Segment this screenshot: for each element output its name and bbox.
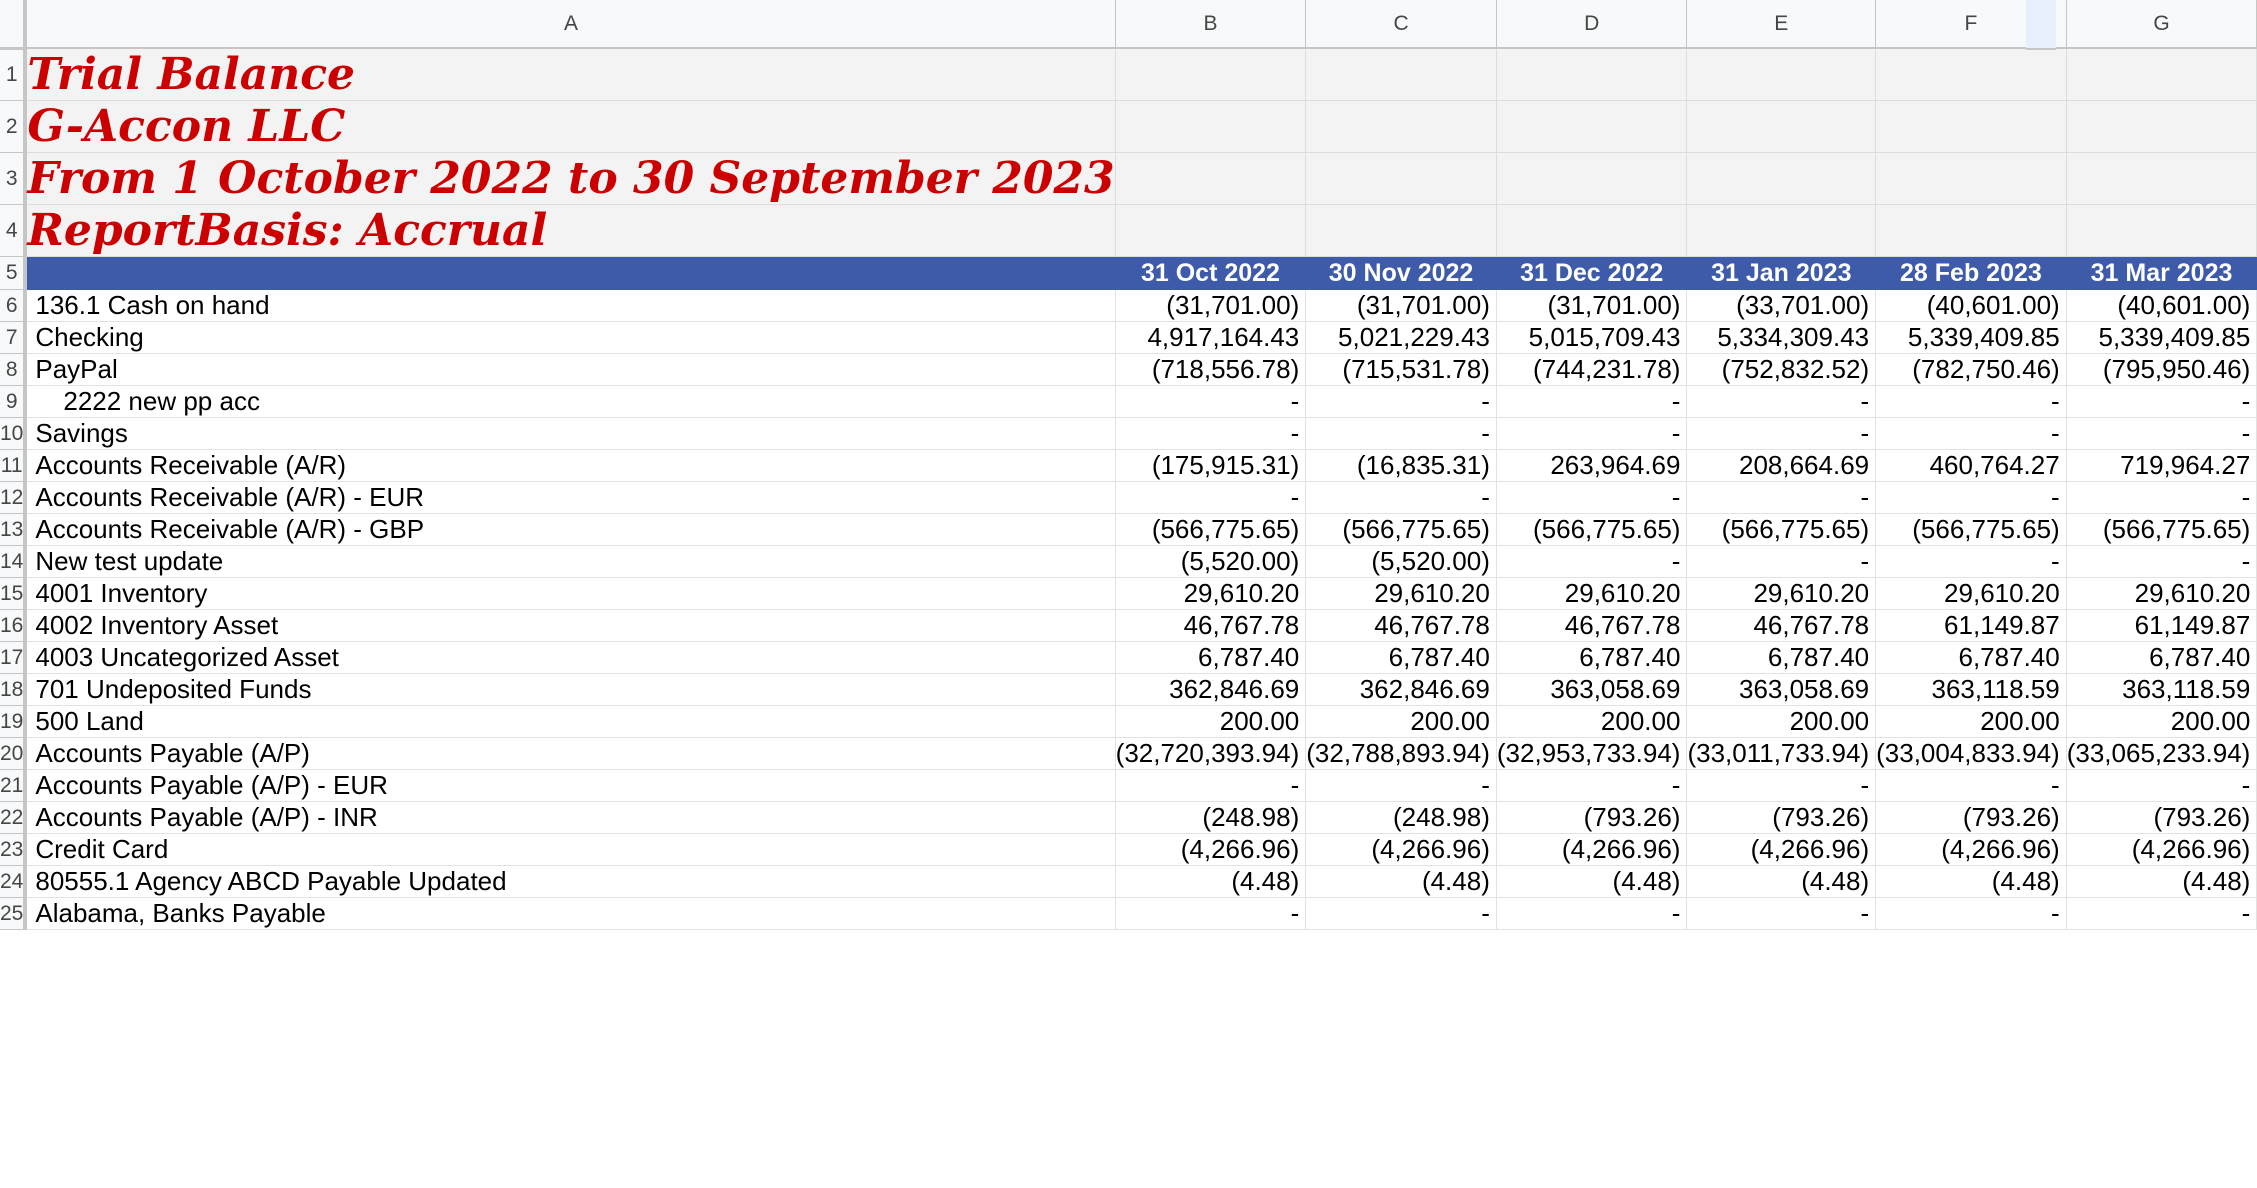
row-header[interactable]: 24 — [0, 866, 25, 898]
balance-cell[interactable]: (566,775.65) — [1496, 514, 1687, 546]
title-text: From 1 October 2022 to 30 September 2023 — [27, 153, 1115, 204]
title-row-1 — [0, 48, 2257, 101]
balance-cell[interactable]: 46,767.78 — [1496, 610, 1687, 642]
column-header-g[interactable]: G — [2066, 0, 2257, 48]
row-header[interactable]: 22 — [0, 802, 25, 834]
account-row — [0, 322, 2257, 354]
period-header-4[interactable]: 31 Jan 2023 — [1687, 257, 1876, 290]
row-header-4[interactable]: 4 — [0, 205, 25, 257]
empty-cell[interactable] — [1115, 153, 1306, 205]
balance-cell[interactable]: (566,775.65) — [1876, 514, 2067, 546]
balance-cell[interactable]: (566,775.65) — [1306, 514, 1497, 546]
empty-cell[interactable] — [1306, 48, 1497, 101]
row-header-1[interactable]: 1 — [0, 48, 25, 101]
balance-cell[interactable]: (4,266.96) — [1687, 834, 1876, 866]
balance-cell[interactable]: - — [1876, 418, 2067, 450]
account-row — [0, 866, 2257, 898]
empty-cell[interactable] — [2066, 101, 2257, 153]
balance-cell[interactable]: - — [1687, 770, 1876, 802]
empty-cell[interactable] — [1115, 205, 1306, 257]
row-header[interactable]: 8 — [0, 354, 25, 386]
balance-cell[interactable]: (566,775.65) — [1687, 514, 1876, 546]
balance-cell[interactable]: 29,610.20 — [1687, 578, 1876, 610]
balance-cell[interactable]: (31,701.00) — [1496, 290, 1687, 322]
account-row — [0, 674, 2257, 706]
balance-cell[interactable]: (782,750.46) — [1876, 354, 2067, 386]
empty-cell[interactable] — [2066, 153, 2257, 205]
balance-cell[interactable]: (715,531.78) — [1306, 354, 1497, 386]
balance-cell[interactable]: - — [1306, 418, 1497, 450]
account-row — [0, 482, 2257, 514]
balance-cell[interactable]: (31,701.00) — [1115, 290, 1306, 322]
balance-cell[interactable]: (793.26) — [1876, 802, 2067, 834]
empty-cell[interactable] — [1306, 101, 1497, 153]
balance-cell[interactable]: 29,610.20 — [1115, 578, 1306, 610]
balance-cell[interactable]: (4,266.96) — [2066, 834, 2257, 866]
row-header[interactable]: 21 — [0, 770, 25, 802]
title-text: G-Accon LLC — [27, 101, 346, 152]
balance-cell[interactable]: (32,953,733.94) — [1496, 738, 1687, 770]
balance-cell[interactable]: - — [2066, 418, 2257, 450]
account-name-cell[interactable]: Credit Card — [25, 834, 1115, 866]
balance-cell[interactable]: - — [1687, 482, 1876, 514]
account-name-cell[interactable]: 80555.1 Agency ABCD Payable Updated — [25, 866, 1115, 898]
empty-cell[interactable] — [1687, 205, 1876, 257]
balance-cell[interactable]: 5,021,229.43 — [1306, 322, 1497, 354]
column-header-row — [0, 0, 2257, 48]
balance-cell[interactable]: 5,339,409.85 — [2066, 322, 2257, 354]
empty-cell[interactable] — [1306, 205, 1497, 257]
balance-cell[interactable]: 200.00 — [1306, 706, 1497, 738]
empty-cell[interactable] — [1115, 101, 1306, 153]
balance-cell[interactable]: (32,788,893.94) — [1306, 738, 1497, 770]
balance-cell[interactable]: (793.26) — [2066, 802, 2257, 834]
balance-cell[interactable]: - — [1496, 386, 1687, 418]
account-row — [0, 386, 2257, 418]
balance-cell[interactable]: - — [1687, 386, 1876, 418]
account-row — [0, 834, 2257, 866]
period-header-5[interactable]: 28 Feb 2023 — [1876, 257, 2067, 290]
balance-cell[interactable]: - — [1496, 482, 1687, 514]
column-header-overflow — [2026, 0, 2056, 50]
title-row-3 — [0, 153, 2257, 205]
account-name-cell[interactable]: Checking — [25, 322, 1115, 354]
balance-cell[interactable]: 29,610.20 — [1876, 578, 2067, 610]
account-row — [0, 514, 2257, 546]
balance-cell[interactable]: 46,767.78 — [1306, 610, 1497, 642]
balance-cell[interactable]: (175,915.31) — [1115, 450, 1306, 482]
period-header-3[interactable]: 31 Dec 2022 — [1496, 257, 1687, 290]
empty-cell[interactable] — [2066, 48, 2257, 101]
empty-cell[interactable] — [1496, 101, 1687, 153]
title-cell[interactable] — [25, 48, 1115, 101]
balance-cell[interactable]: 363,118.59 — [2066, 674, 2257, 706]
balance-cell[interactable]: - — [1876, 482, 2067, 514]
row-header[interactable]: 17 — [0, 642, 25, 674]
row-header[interactable]: 18 — [0, 674, 25, 706]
balance-cell[interactable]: - — [2066, 546, 2257, 578]
balance-cell[interactable]: 6,787.40 — [1496, 642, 1687, 674]
balance-cell[interactable]: - — [1306, 386, 1497, 418]
empty-cell[interactable] — [1496, 153, 1687, 205]
balance-cell[interactable]: (248.98) — [1115, 802, 1306, 834]
balance-cell[interactable]: - — [2066, 386, 2257, 418]
empty-cell[interactable] — [1687, 48, 1876, 101]
period-header-6[interactable]: 31 Mar 2023 — [2066, 257, 2257, 290]
balance-cell[interactable]: (16,835.31) — [1306, 450, 1497, 482]
account-row — [0, 418, 2257, 450]
balance-cell[interactable]: (4.48) — [2066, 866, 2257, 898]
account-row — [0, 546, 2257, 578]
balance-cell[interactable]: (4,266.96) — [1876, 834, 2067, 866]
balance-cell[interactable]: (793.26) — [1496, 802, 1687, 834]
title-row-4 — [0, 205, 2257, 257]
row-header[interactable]: 19 — [0, 706, 25, 738]
account-name-cell[interactable]: Savings — [25, 418, 1115, 450]
balance-cell[interactable]: 5,339,409.85 — [1876, 322, 2067, 354]
balance-cell[interactable]: 46,767.78 — [1687, 610, 1876, 642]
account-name-cell[interactable]: Alabama, Banks Payable — [25, 898, 1115, 930]
row-header[interactable]: 25 — [0, 898, 25, 930]
column-header-e[interactable]: E — [1687, 0, 1876, 48]
account-name-cell[interactable]: PayPal — [25, 354, 1115, 386]
balance-cell[interactable]: (40,601.00) — [2066, 290, 2257, 322]
row-header-5[interactable]: 5 — [0, 257, 25, 290]
empty-cell[interactable] — [1306, 153, 1497, 205]
balance-cell[interactable]: 6,787.40 — [2066, 642, 2257, 674]
row-header[interactable]: 15 — [0, 578, 25, 610]
balance-cell[interactable]: - — [1876, 770, 2067, 802]
account-row — [0, 706, 2257, 738]
balance-cell[interactable]: (4,266.96) — [1306, 834, 1497, 866]
empty-cell[interactable] — [1496, 48, 1687, 101]
balance-cell[interactable]: (795,950.46) — [2066, 354, 2257, 386]
balance-cell[interactable]: 200.00 — [1496, 706, 1687, 738]
balance-cell[interactable]: 200.00 — [1115, 706, 1306, 738]
balance-cell[interactable]: - — [1496, 898, 1687, 930]
balance-cell[interactable]: - — [2066, 898, 2257, 930]
account-name-cell[interactable]: 136.1 Cash on hand — [25, 290, 1115, 322]
balance-cell[interactable]: - — [1115, 386, 1306, 418]
balance-cell[interactable]: 29,610.20 — [1306, 578, 1497, 610]
account-name-cell[interactable]: 4003 Uncategorized Asset — [25, 642, 1115, 674]
row-header[interactable]: 13 — [0, 514, 25, 546]
row-header[interactable]: 20 — [0, 738, 25, 770]
account-row — [0, 802, 2257, 834]
account-row — [0, 898, 2257, 930]
balance-cell[interactable]: 460,764.27 — [1876, 450, 2067, 482]
account-row — [0, 642, 2257, 674]
balance-cell[interactable]: - — [1876, 386, 2067, 418]
account-row — [0, 770, 2257, 802]
balance-cell[interactable]: (4.48) — [1306, 866, 1497, 898]
balance-cell[interactable]: 29,610.20 — [2066, 578, 2257, 610]
account-row — [0, 354, 2257, 386]
account-row — [0, 738, 2257, 770]
column-header-d[interactable]: D — [1496, 0, 1687, 48]
balance-cell[interactable]: (4.48) — [1496, 866, 1687, 898]
account-name-cell[interactable]: Accounts Payable (A/P) - EUR — [25, 770, 1115, 802]
column-header-c[interactable]: C — [1306, 0, 1497, 48]
empty-cell[interactable] — [1496, 205, 1687, 257]
balance-cell[interactable]: 362,846.69 — [1306, 674, 1497, 706]
column-header-a[interactable]: A — [25, 0, 1115, 48]
row-header[interactable]: 10 — [0, 418, 25, 450]
balance-cell[interactable]: 363,118.59 — [1876, 674, 2067, 706]
empty-cell[interactable] — [2066, 205, 2257, 257]
row-header[interactable]: 6 — [0, 290, 25, 322]
balance-cell[interactable]: (566,775.65) — [1115, 514, 1306, 546]
balance-cell[interactable]: - — [1115, 418, 1306, 450]
balance-cell[interactable]: (248.98) — [1306, 802, 1497, 834]
balance-cell[interactable]: 6,787.40 — [1115, 642, 1306, 674]
account-name-cell[interactable]: Accounts Receivable (A/R) — [25, 450, 1115, 482]
balance-cell[interactable]: (4,266.96) — [1115, 834, 1306, 866]
account-name-cell[interactable]: 2222 new pp acc — [25, 386, 1115, 418]
balance-cell[interactable]: 200.00 — [1687, 706, 1876, 738]
balance-cell[interactable]: 263,964.69 — [1496, 450, 1687, 482]
balance-cell[interactable]: (718,556.78) — [1115, 354, 1306, 386]
period-header-2[interactable]: 30 Nov 2022 — [1306, 257, 1497, 290]
balance-cell[interactable]: - — [1115, 898, 1306, 930]
row-header[interactable]: 23 — [0, 834, 25, 866]
period-header-row — [0, 257, 2257, 290]
balance-cell[interactable]: - — [1687, 418, 1876, 450]
account-row — [0, 610, 2257, 642]
balance-cell[interactable]: - — [1687, 546, 1876, 578]
balance-cell[interactable]: (4.48) — [1115, 866, 1306, 898]
balance-cell[interactable]: 61,149.87 — [2066, 610, 2257, 642]
row-header[interactable]: 11 — [0, 450, 25, 482]
balance-cell[interactable]: 46,767.78 — [1115, 610, 1306, 642]
account-row — [0, 578, 2257, 610]
balance-cell[interactable]: 6,787.40 — [1306, 642, 1497, 674]
balance-cell[interactable]: (744,231.78) — [1496, 354, 1687, 386]
row-header-2[interactable]: 2 — [0, 101, 25, 153]
title-cell[interactable] — [25, 101, 1115, 153]
empty-cell[interactable] — [1876, 205, 2067, 257]
account-name-cell[interactable]: New test update — [25, 546, 1115, 578]
title-cell[interactable] — [25, 153, 1115, 205]
empty-cell[interactable] — [1687, 153, 1876, 205]
balance-cell[interactable]: - — [1115, 770, 1306, 802]
balance-cell[interactable]: (33,701.00) — [1687, 290, 1876, 322]
balance-cell[interactable]: - — [1306, 898, 1497, 930]
balance-cell[interactable]: (31,701.00) — [1306, 290, 1497, 322]
balance-cell[interactable]: (40,601.00) — [1876, 290, 2067, 322]
period-header-1[interactable]: 31 Oct 2022 — [1115, 257, 1306, 290]
empty-cell[interactable] — [1115, 48, 1306, 101]
balance-cell[interactable]: 5,334,309.43 — [1687, 322, 1876, 354]
balance-cell[interactable]: 208,664.69 — [1687, 450, 1876, 482]
balance-cell[interactable]: (4.48) — [1876, 866, 2067, 898]
balance-cell[interactable]: 362,846.69 — [1115, 674, 1306, 706]
account-name-cell[interactable]: 701 Undeposited Funds — [25, 674, 1115, 706]
row-header[interactable]: 9 — [0, 386, 25, 418]
empty-cell[interactable] — [1876, 48, 2067, 101]
title-cell[interactable] — [25, 205, 1115, 257]
balance-cell[interactable]: (5,520.00) — [1115, 546, 1306, 578]
balance-cell[interactable]: - — [1306, 482, 1497, 514]
balance-cell[interactable]: (32,720,393.94) — [1115, 738, 1306, 770]
account-name-cell[interactable]: Accounts Receivable (A/R) - GBP — [25, 514, 1115, 546]
balance-cell[interactable]: (33,004,833.94) — [1876, 738, 2067, 770]
period-header-blank[interactable] — [25, 257, 1115, 290]
account-row — [0, 290, 2257, 322]
balance-cell[interactable]: 5,015,709.43 — [1496, 322, 1687, 354]
balance-cell[interactable]: (752,832.52) — [1687, 354, 1876, 386]
title-row-2 — [0, 101, 2257, 153]
row-header[interactable]: 14 — [0, 546, 25, 578]
row-header[interactable]: 16 — [0, 610, 25, 642]
balance-cell[interactable]: - — [1876, 546, 2067, 578]
balance-cell[interactable]: (33,065,233.94) — [2066, 738, 2257, 770]
balance-cell[interactable]: (5,520.00) — [1306, 546, 1497, 578]
row-header[interactable]: 12 — [0, 482, 25, 514]
balance-cell[interactable]: - — [1306, 770, 1497, 802]
balance-cell[interactable]: (793.26) — [1687, 802, 1876, 834]
balance-cell[interactable]: (566,775.65) — [2066, 514, 2257, 546]
balance-cell[interactable]: 29,610.20 — [1496, 578, 1687, 610]
balance-cell[interactable]: 6,787.40 — [1876, 642, 2067, 674]
account-row — [0, 450, 2257, 482]
balance-cell[interactable]: - — [1115, 482, 1306, 514]
balance-cell[interactable]: - — [1496, 418, 1687, 450]
balance-cell[interactable]: 61,149.87 — [1876, 610, 2067, 642]
balance-cell[interactable]: - — [2066, 770, 2257, 802]
column-header-b[interactable]: B — [1115, 0, 1306, 48]
balance-cell[interactable]: - — [1496, 546, 1687, 578]
row-header-3[interactable]: 3 — [0, 153, 25, 205]
account-name-cell[interactable]: Accounts Payable (A/P) - INR — [25, 802, 1115, 834]
account-name-cell[interactable]: 4002 Inventory Asset — [25, 610, 1115, 642]
empty-cell[interactable] — [1876, 153, 2067, 205]
balance-cell[interactable]: 200.00 — [2066, 706, 2257, 738]
account-name-cell[interactable]: Accounts Receivable (A/R) - EUR — [25, 482, 1115, 514]
balance-cell[interactable]: 719,964.27 — [2066, 450, 2257, 482]
balance-cell[interactable]: - — [1876, 898, 2067, 930]
balance-cell[interactable]: 200.00 — [1876, 706, 2067, 738]
balance-cell[interactable]: (33,011,733.94) — [1687, 738, 1876, 770]
select-all-corner[interactable] — [0, 0, 25, 48]
account-name-cell[interactable]: Accounts Payable (A/P) — [25, 738, 1115, 770]
column-header-f[interactable]: F — [1876, 0, 2067, 48]
balance-cell[interactable]: (4.48) — [1687, 866, 1876, 898]
empty-cell[interactable] — [1687, 101, 1876, 153]
balance-cell[interactable]: - — [1496, 770, 1687, 802]
balance-cell[interactable]: - — [1687, 898, 1876, 930]
balance-cell[interactable]: 4,917,164.43 — [1115, 322, 1306, 354]
account-name-cell[interactable]: 4001 Inventory — [25, 578, 1115, 610]
title-text: Trial Balance — [27, 49, 356, 100]
title-text: ReportBasis: Accrual — [27, 205, 548, 256]
balance-cell[interactable]: 6,787.40 — [1687, 642, 1876, 674]
balance-cell[interactable]: 363,058.69 — [1496, 674, 1687, 706]
balance-cell[interactable]: (4,266.96) — [1496, 834, 1687, 866]
balance-cell[interactable]: - — [2066, 482, 2257, 514]
row-header[interactable]: 7 — [0, 322, 25, 354]
account-name-cell[interactable]: 500 Land — [25, 706, 1115, 738]
empty-cell[interactable] — [1876, 101, 2067, 153]
balance-cell[interactable]: 363,058.69 — [1687, 674, 1876, 706]
